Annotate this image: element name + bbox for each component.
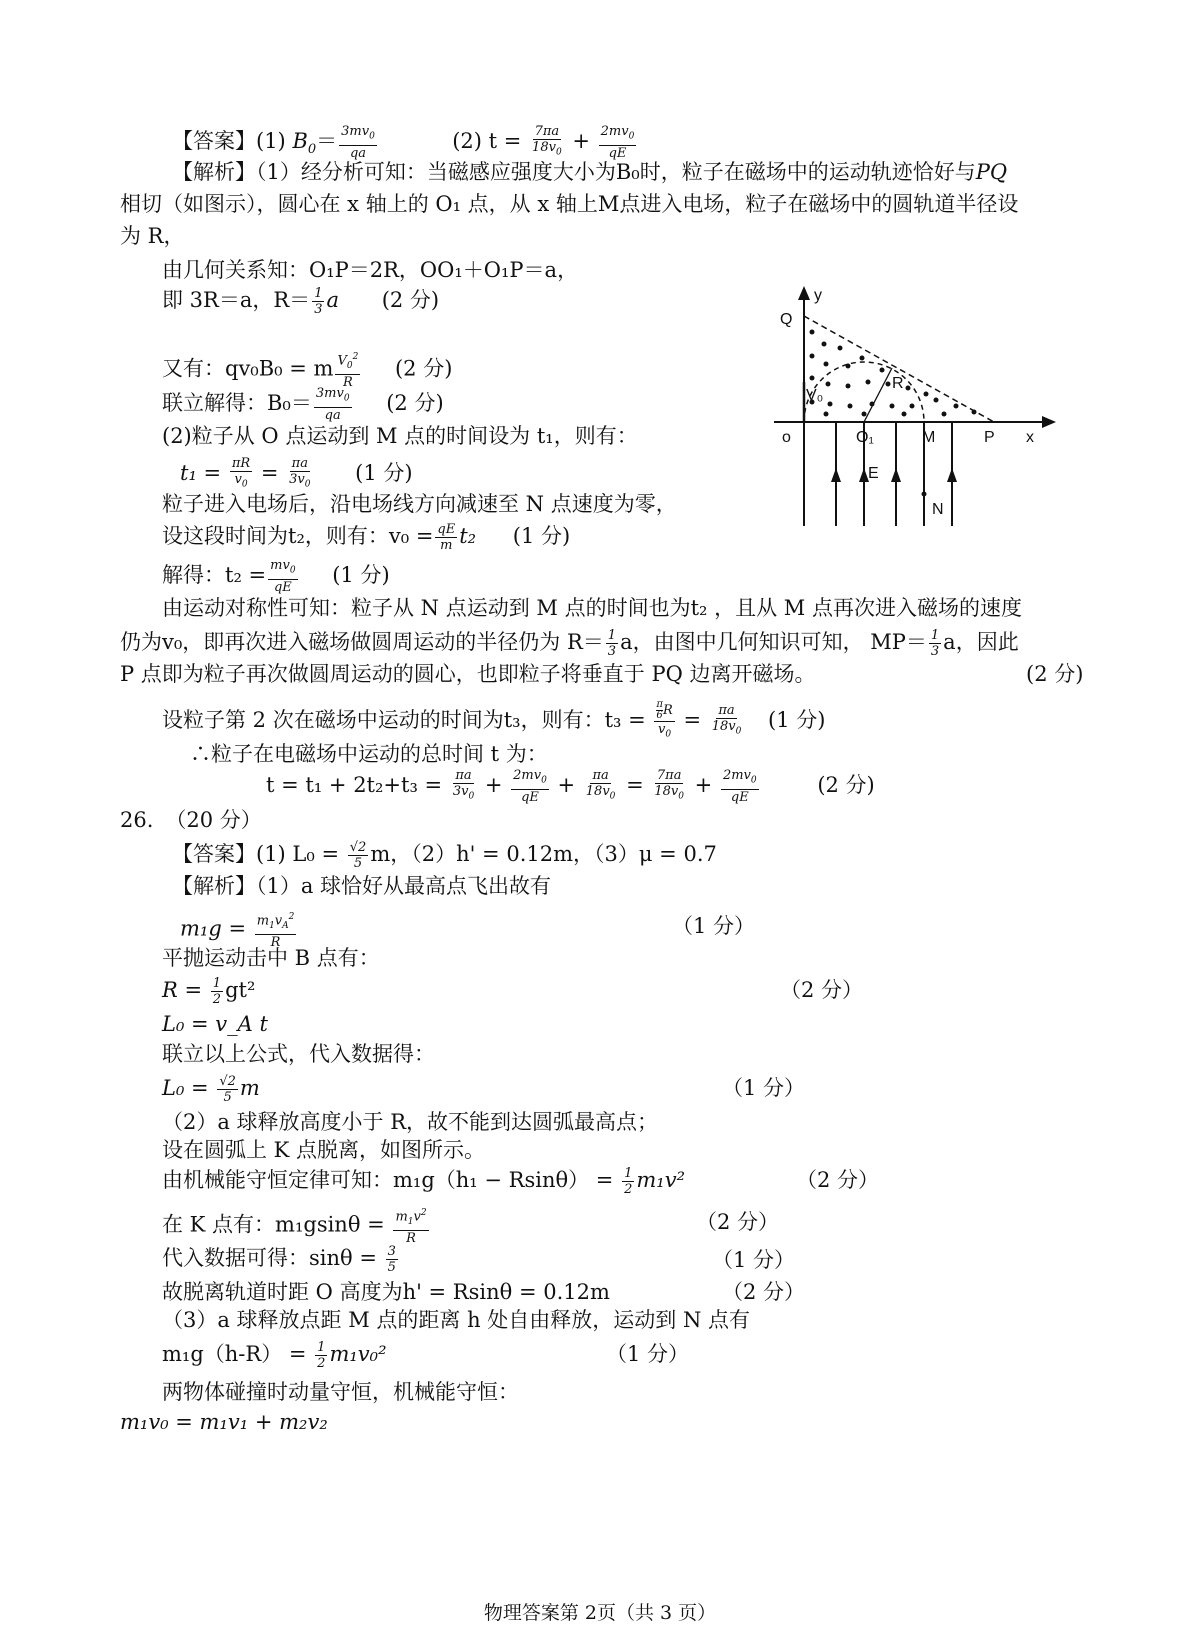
q25-analysis-line7: 联立解得：B₀＝ $\frac{3mv_0}{qa}$ (2 分) <box>162 386 444 423</box>
label-r: R <box>892 375 904 392</box>
q26-analysis-line16: 两物体碰撞时动量守恒，机械能守恒： <box>162 1380 519 1404</box>
q26-score-line7: （1 分） <box>722 1076 806 1100</box>
label-m: M <box>922 429 936 446</box>
q26-heading: 26. （20 分） <box>120 808 262 832</box>
q26-analysis-line5: L₀ = v_A t <box>162 1012 268 1036</box>
q25-analysis-line14: 仍为v₀，即再次进入磁场做圆周运动的半径仍为 R＝ $\frac{1}{3}$ a，由图中几何知识可知， MP＝ $\frac{1}{3}$ a，因此 <box>120 628 1019 659</box>
q25-analysis-line4: 由几何关系知：O₁P＝2R，OO₁＋O₁P＝a， <box>162 258 579 282</box>
label-p: P <box>984 429 995 446</box>
magnetic-field-dots <box>810 330 977 417</box>
q26-analysis-line11: 在 K 点有：m₁gsinθ = $\frac{m_1v^2}{R}$ <box>162 1208 427 1246</box>
q25-analysis-line17: ∴粒子在电磁场中运动的总时间 t 为： <box>190 742 548 766</box>
radius-line <box>864 368 892 422</box>
label-v0: V₀ <box>806 387 824 404</box>
q25-analysis-line6: 又有：qv₀B₀ = m $\frac{V_0^2}{R}$ (2 分) <box>162 352 453 390</box>
q26-score-line2: （1 分） <box>672 914 756 938</box>
q25-answer-line: 【答案】(1) $B_0=$ $\frac{3mv_0}{qa}$ (2) t = $\frac{7\pi a}{18v_0}$ + $\frac{2mv_0}{qE}$ <box>172 124 635 161</box>
label-e: E <box>868 465 879 482</box>
q26-analysis-line14: （3）a 球释放点距 M 点的距离 h 处自由释放，运动到 N 点有 <box>162 1308 751 1332</box>
q26-score-line13: （2 分） <box>722 1280 806 1304</box>
label-o1: O₁ <box>856 429 874 446</box>
q26-score-line12: （1 分） <box>712 1248 796 1272</box>
q26-score-line4: （2 分） <box>780 978 864 1002</box>
q26-analysis-line6: 联立以上公式，代入数据得： <box>162 1042 435 1066</box>
q26-analysis-line3: 平抛运动击中 B 点有： <box>162 946 380 970</box>
q25-analysis-line3: 为 R， <box>120 224 185 248</box>
q25-analysis-line10: 粒子进入电场后，沿电场线方向减速至 N 点速度为零， <box>162 492 677 516</box>
answer-tag: 【答案】 <box>172 128 256 153</box>
q25-analysis-line12: 解得：t₂ = $\frac{mv_0}{qE}$ (1 分) <box>162 558 390 595</box>
q26-answer-line: 【答案】(1) L₀ = $\frac{√2}{5}$ m，（2）h' = 0.12m，（3）μ = 0.7 <box>172 840 717 871</box>
y-axis-arrow-icon <box>798 286 810 300</box>
q26-analysis-line13: 故脱离轨道时距 O 高度为h' = Rsinθ = 0.12m <box>162 1280 610 1304</box>
page-footer: 物理答案第 2页（共 3 页） <box>483 1602 717 1624</box>
q25-analysis-line1: 【解析】（1）经分析可知：当磁感应强度大小为B₀时，粒子在磁场中的运动轨迹恰好与PQ <box>172 160 1008 184</box>
label-n: N <box>932 501 944 518</box>
q25-analysis-line5: 即 3R＝a，R＝ $\frac{1}{3}$ a (2 分) <box>162 286 440 317</box>
q26-analysis-line15: m₁g（h-R） = $\frac{1}{2}$ m₁v₀² <box>162 1340 387 1371</box>
q25-analysis-line9: t₁ = $\frac{\pi R}{v_0}$ = $\frac{\pi a}{3v_0}$ (1 分) <box>180 456 413 490</box>
magnetic-field-figure <box>764 286 1064 536</box>
q25-analysis-line15: P 点即为粒子再次做圆周运动的圆心，也即粒子将垂直于 PQ 边离开磁场。 <box>120 662 816 686</box>
q26-analysis-line4: R = $\frac{1}{2}$ gt² <box>162 976 256 1007</box>
q26-score-line10: （2 分） <box>796 1168 880 1192</box>
q25-analysis-line11: 设这段时间为t₂，则有：v₀ = $\frac{qE}{m}$ t₂ (1 分) <box>162 522 571 553</box>
x-axis-arrow-icon <box>1042 416 1056 428</box>
q25-analysis-line18: t = t₁ + 2t₂+t₃ = $\frac{\pi a}{3v_0}$ + $\frac{2mv_0}{qE}$ + $\frac{\pi a}{18v_0}$ = $\frac{7\pi a}{18v_0}$ + $\frac{2mv_0}{qE}$ (2 分) <box>266 768 875 805</box>
label-q: Q <box>780 311 793 328</box>
q26-analysis-line2: m₁g = $\frac{m_1v_A^2}{R}$ <box>180 912 295 950</box>
q26-analysis-line7: L₀ = $\frac{√2}{5}$ m <box>162 1074 260 1105</box>
q25-analysis-line8: (2)粒子从 O 点运动到 M 点的时间设为 t₁，则有： <box>162 424 638 448</box>
label-x: x <box>1026 429 1034 446</box>
q26-score-line15: （1 分） <box>606 1342 690 1366</box>
q26-analysis-line8: （2）a 球释放高度小于 R，故不能到达圆弧最高点； <box>162 1110 659 1134</box>
label-y: y <box>814 287 822 304</box>
q26-score-line11: （2 分） <box>696 1210 780 1234</box>
q25-analysis-line13: 由运动对称性可知：粒子从 N 点运动到 M 点的时间也为t₂ ，且从 M 点再次进入磁场的速度 <box>162 596 1022 620</box>
label-o: o <box>782 429 791 446</box>
q25-score-line15: (2 分) <box>1026 662 1084 686</box>
electric-field-arrow-icons <box>831 468 957 482</box>
q26-analysis-line12: 代入数据可得：sinθ = $\frac{3}{5}$ <box>162 1244 396 1275</box>
pq-boundary <box>804 316 994 422</box>
q26-analysis-line10: 由机械能守恒定律可知：m₁g（h₁ − Rsinθ） = $\frac{1}{2}$ m₁v² <box>162 1166 686 1197</box>
q26-analysis-line1: 【解析】（1）a 球恰好从最高点飞出故有 <box>172 874 552 898</box>
q25-analysis-line2: 相切（如图示），圆心在 x 轴上的 O₁ 点，从 x 轴上M点进入电场，粒子在磁场中的圆轨道半径设 <box>120 192 1019 216</box>
q26-analysis-line9: 设在圆弧上 K 点脱离，如图所示。 <box>162 1138 486 1162</box>
q26-analysis-line17: m₁v₀ = m₁v₁ + m₂v₂ <box>120 1410 328 1434</box>
q25-analysis-line16: 设粒子第 2 次在磁场中运动的时间为t₃，则有：t₃ = $\frac{\pi}{6}$ R $v_0$ = $\frac{\pi a}{18v_0}$ (1 分) <box>162 699 826 740</box>
